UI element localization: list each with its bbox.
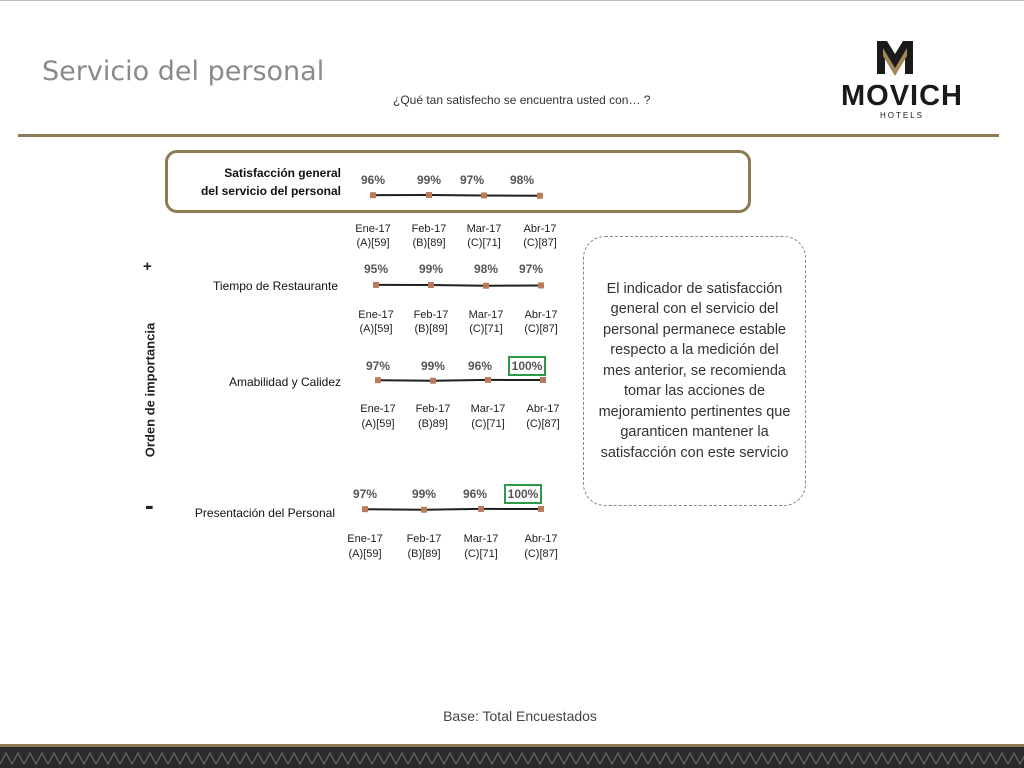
x-tick-0-0: Ene-17 xyxy=(355,223,391,235)
x-base-1-2: (C)[71] xyxy=(469,323,503,335)
x-tick-2-1: Feb-17 xyxy=(415,403,451,415)
x-tick-1-2: Mar-17 xyxy=(468,309,504,321)
importance-low-marker: - xyxy=(145,490,154,520)
x-base-3-0: (A)[59] xyxy=(348,548,382,560)
x-tick-2-2: Mar-17 xyxy=(470,403,506,415)
x-base-2-3: (C)[87] xyxy=(526,418,560,430)
x-base-2-0: (A)[59] xyxy=(361,418,395,430)
row-label-presentacion: Presentación del Personal xyxy=(194,506,335,520)
data-label-0-0: 96% xyxy=(360,173,386,187)
data-point-3-1 xyxy=(421,507,427,513)
x-base-0-1: (B)[89] xyxy=(412,237,446,249)
x-base-0-3: (C)[87] xyxy=(523,237,557,249)
svg-text:MOVICH: MOVICH xyxy=(841,80,963,112)
svg-text:HOTELS: HOTELS xyxy=(879,111,925,120)
x-tick-3-3: Abr-17 xyxy=(524,533,558,545)
data-label-3-1: 99% xyxy=(411,487,437,501)
survey-question: ¿Qué tan satisfecho se encuentra usted con… ? xyxy=(393,93,651,107)
x-base-2-2: (C)[71] xyxy=(471,418,505,430)
data-point-2-2 xyxy=(485,377,491,383)
data-label-3-0: 97% xyxy=(352,487,378,501)
data-point-1-2 xyxy=(483,283,489,289)
x-base-3-1: (B)[89] xyxy=(407,548,441,560)
x-tick-3-2: Mar-17 xyxy=(463,533,499,545)
data-point-1-3 xyxy=(538,282,544,288)
callout-text: El indicador de satisfacción general con el servicio del personal permanece estable respecto a la medición del mes anterior, se recomienda tomar las acciones de mejoramiento pertinentes que garanticen mantener la satisfacción con este servicio xyxy=(598,280,791,461)
data-point-3-3 xyxy=(538,506,544,512)
row-label-general: Satisfacción general del servicio del personal xyxy=(200,166,341,198)
x-base-3-2: (C)[71] xyxy=(464,548,498,560)
data-point-0-3 xyxy=(537,193,543,199)
series-line-2 xyxy=(378,380,543,381)
importance-axis-title: Orden de importancia xyxy=(142,322,158,458)
x-base-1-1: (B)[89] xyxy=(414,323,448,335)
x-base-0-0: (A)[59] xyxy=(356,237,390,249)
data-point-0-2 xyxy=(481,192,487,198)
x-tick-0-1: Feb-17 xyxy=(411,223,447,235)
x-base-1-0: (A)[59] xyxy=(359,323,393,335)
data-label-1-2: 98% xyxy=(473,262,499,276)
data-label-2-0: 97% xyxy=(365,359,391,373)
footer-pattern-band xyxy=(0,744,1024,768)
data-point-2-1 xyxy=(430,378,436,384)
series-line-1 xyxy=(376,285,541,286)
data-label-0-3: 98% xyxy=(509,173,535,187)
data-label-2-2: 96% xyxy=(467,359,493,373)
data-point-1-1 xyxy=(428,282,434,288)
x-tick-2-0: Ene-17 xyxy=(360,403,396,415)
data-point-2-3 xyxy=(540,377,546,383)
data-label-3-3: 100% xyxy=(507,487,539,501)
x-tick-3-0: Ene-17 xyxy=(347,533,383,545)
data-point-0-1 xyxy=(426,192,432,198)
x-tick-0-3: Abr-17 xyxy=(523,223,557,235)
x-tick-1-1: Feb-17 xyxy=(413,309,449,321)
x-tick-1-0: Ene-17 xyxy=(358,309,394,321)
x-base-1-3: (C)[87] xyxy=(524,323,558,335)
x-base-3-3: (C)[87] xyxy=(524,548,558,560)
data-label-2-1: 99% xyxy=(420,359,446,373)
series-line-0 xyxy=(373,195,540,196)
data-label-3-2: 96% xyxy=(462,487,488,501)
data-label-1-3: 97% xyxy=(518,262,544,276)
x-base-2-1: (B)89] xyxy=(418,418,448,430)
x-base-0-2: (C)[71] xyxy=(467,237,501,249)
x-tick-3-1: Feb-17 xyxy=(406,533,442,545)
data-label-2-3: 100% xyxy=(511,359,543,373)
row-label-tiempo-restaurante: Tiempo de Restaurante xyxy=(213,279,338,293)
data-point-1-0 xyxy=(373,282,379,288)
recommendation-callout xyxy=(583,236,806,506)
base-note: Base: Total Encuestados xyxy=(443,708,597,724)
x-tick-1-3: Abr-17 xyxy=(524,309,558,321)
data-label-1-0: 95% xyxy=(363,262,389,276)
data-label-0-1: 99% xyxy=(416,173,442,187)
data-point-3-0 xyxy=(362,506,368,512)
x-tick-0-2: Mar-17 xyxy=(466,223,502,235)
data-label-1-1: 99% xyxy=(418,262,444,276)
data-label-0-2: 97% xyxy=(459,173,485,187)
row-label-amabilidad: Amabilidad y Calidez xyxy=(228,375,341,389)
importance-high-marker: + xyxy=(143,258,152,275)
x-tick-2-3: Abr-17 xyxy=(526,403,560,415)
data-point-0-0 xyxy=(370,192,376,198)
data-point-3-2 xyxy=(478,506,484,512)
data-point-2-0 xyxy=(375,377,381,383)
series-line-3 xyxy=(365,509,541,510)
page-title: Servicio del personal xyxy=(42,56,325,87)
